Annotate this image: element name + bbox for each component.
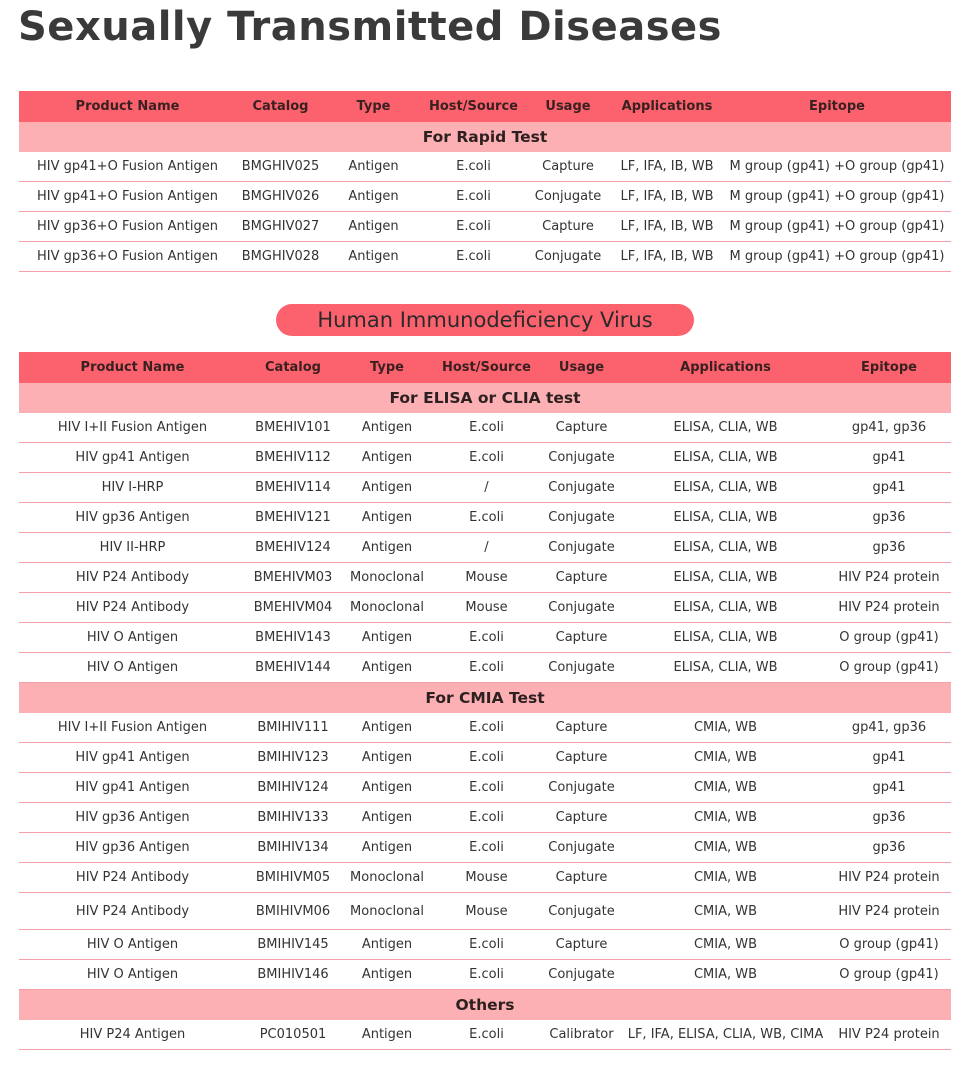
cell-product-name: HIV P24 Antibody xyxy=(19,893,246,930)
table-header-row xyxy=(19,352,951,383)
cell-epitope: HIV P24 protein xyxy=(827,563,951,593)
cell-host-source: Mouse xyxy=(434,863,539,893)
cell-epitope: gp36 xyxy=(827,833,951,863)
cell-epitope: O group (gp41) xyxy=(827,623,951,653)
cell-host-source: / xyxy=(434,473,539,503)
cell-usage: Calibrator xyxy=(539,1020,624,1050)
cell-host-source: E.coli xyxy=(434,503,539,533)
cell-product-name: HIV P24 Antigen xyxy=(19,1020,246,1050)
cell-product-name: HIV gp36+O Fusion Antigen xyxy=(19,212,236,242)
cell-usage: Conjugate xyxy=(539,503,624,533)
cell-host-source: E.coli xyxy=(434,443,539,473)
cell-type: Antigen xyxy=(325,152,422,182)
cell-applications: LF, IFA, ELISA, CLIA, WB, CIMA xyxy=(624,1020,827,1050)
cell-host-source: / xyxy=(434,533,539,563)
cell-host-source: E.coli xyxy=(434,713,539,743)
cell-epitope: O group (gp41) xyxy=(827,960,951,990)
cell-type: Antigen xyxy=(340,1020,434,1050)
cell-product-name: HIV II-HRP xyxy=(19,533,246,563)
header-catalog: Catalog xyxy=(246,352,340,383)
cell-type: Antigen xyxy=(340,413,434,443)
table-row xyxy=(19,152,951,182)
cell-type: Antigen xyxy=(340,713,434,743)
header-usage: Usage xyxy=(525,91,611,122)
cell-usage: Conjugate xyxy=(539,473,624,503)
cell-product-name: HIV gp41+O Fusion Antigen xyxy=(19,182,236,212)
rapid-test-table xyxy=(19,91,951,272)
header-catalog: Catalog xyxy=(236,91,325,122)
cell-applications: ELISA, CLIA, WB xyxy=(624,623,827,653)
cell-type: Antigen xyxy=(325,182,422,212)
cell-type: Monoclonal xyxy=(340,893,434,930)
cell-product-name: HIV O Antigen xyxy=(19,960,246,990)
cell-epitope: O group (gp41) xyxy=(827,930,951,960)
cell-usage: Conjugate xyxy=(539,960,624,990)
cell-epitope: gp41 xyxy=(827,743,951,773)
table-row xyxy=(19,563,951,593)
cell-type: Antigen xyxy=(340,533,434,563)
table-row xyxy=(19,653,951,683)
table-row xyxy=(19,212,951,242)
cell-epitope: gp41 xyxy=(827,773,951,803)
cell-type: Antigen xyxy=(325,242,422,272)
cell-type: Antigen xyxy=(340,833,434,863)
cell-catalog: BMEHIV124 xyxy=(246,533,340,563)
header-applications: Applications xyxy=(624,352,827,383)
cell-product-name: HIV P24 Antibody xyxy=(19,563,246,593)
table-row xyxy=(19,593,951,623)
cell-catalog: BMEHIV112 xyxy=(246,443,340,473)
cell-usage: Capture xyxy=(539,743,624,773)
table-row xyxy=(19,533,951,563)
cell-catalog: BMGHIV028 xyxy=(236,242,325,272)
cell-applications: ELISA, CLIA, WB xyxy=(624,503,827,533)
cell-epitope: M group (gp41) +O group (gp41) xyxy=(723,242,951,272)
cell-catalog: BMIHIVM06 xyxy=(246,893,340,930)
cell-host-source: E.coli xyxy=(422,152,525,182)
cell-epitope: M group (gp41) +O group (gp41) xyxy=(723,212,951,242)
cell-product-name: HIV gp41+O Fusion Antigen xyxy=(19,152,236,182)
cell-product-name: HIV gp41 Antigen xyxy=(19,443,246,473)
cell-type: Antigen xyxy=(325,212,422,242)
cell-type: Antigen xyxy=(340,443,434,473)
table-row xyxy=(19,893,951,930)
cell-epitope: gp36 xyxy=(827,503,951,533)
header-product-name: Product Name xyxy=(19,91,236,122)
header-type: Type xyxy=(340,352,434,383)
table-row xyxy=(19,713,951,743)
cell-product-name: HIV O Antigen xyxy=(19,653,246,683)
cell-catalog: BMGHIV026 xyxy=(236,182,325,212)
table-row xyxy=(19,413,951,443)
cell-applications: ELISA, CLIA, WB xyxy=(624,533,827,563)
cell-type: Antigen xyxy=(340,653,434,683)
cell-host-source: E.coli xyxy=(422,242,525,272)
cell-epitope: gp41, gp36 xyxy=(827,713,951,743)
table-row xyxy=(19,930,951,960)
cell-type: Antigen xyxy=(340,803,434,833)
section-label: For CMIA Test xyxy=(19,683,951,714)
cell-applications: CMIA, WB xyxy=(624,863,827,893)
cell-product-name: HIV I-HRP xyxy=(19,473,246,503)
cell-type: Antigen xyxy=(340,623,434,653)
cell-epitope: gp41, gp36 xyxy=(827,413,951,443)
section-row xyxy=(19,122,951,152)
table-header-row xyxy=(19,91,951,122)
cell-type: Antigen xyxy=(340,503,434,533)
cell-host-source: E.coli xyxy=(434,743,539,773)
cell-catalog: BMGHIV027 xyxy=(236,212,325,242)
cell-host-source: Mouse xyxy=(434,563,539,593)
cell-applications: ELISA, CLIA, WB xyxy=(624,593,827,623)
cell-usage: Conjugate xyxy=(539,833,624,863)
hiv-table xyxy=(19,352,951,1050)
cell-applications: CMIA, WB xyxy=(624,893,827,930)
cell-host-source: E.coli xyxy=(434,653,539,683)
section-label: For Rapid Test xyxy=(19,122,951,152)
cell-product-name: HIV gp41 Antigen xyxy=(19,773,246,803)
cell-catalog: BMIHIV133 xyxy=(246,803,340,833)
cell-catalog: BMEHIVM03 xyxy=(246,563,340,593)
cell-catalog: BMIHIV146 xyxy=(246,960,340,990)
cell-type: Antigen xyxy=(340,930,434,960)
cell-usage: Conjugate xyxy=(539,533,624,563)
cell-product-name: HIV I+II Fusion Antigen xyxy=(19,413,246,443)
cell-product-name: HIV gp36 Antigen xyxy=(19,803,246,833)
cell-host-source: E.coli xyxy=(434,1020,539,1050)
cell-type: Antigen xyxy=(340,743,434,773)
section-row xyxy=(19,683,951,714)
cell-type: Monoclonal xyxy=(340,563,434,593)
table-row xyxy=(19,242,951,272)
cell-catalog: BMIHIV145 xyxy=(246,930,340,960)
section-row xyxy=(19,383,951,413)
cell-host-source: Mouse xyxy=(434,893,539,930)
cell-epitope: gp41 xyxy=(827,473,951,503)
cell-host-source: E.coli xyxy=(434,930,539,960)
table-row xyxy=(19,863,951,893)
cell-catalog: BMEHIV114 xyxy=(246,473,340,503)
cell-catalog: BMIHIV111 xyxy=(246,713,340,743)
cell-usage: Capture xyxy=(539,413,624,443)
cell-product-name: HIV I+II Fusion Antigen xyxy=(19,713,246,743)
cell-applications: CMIA, WB xyxy=(624,743,827,773)
cell-applications: LF, IFA, IB, WB xyxy=(611,242,723,272)
cell-epitope: gp41 xyxy=(827,443,951,473)
section-label: Others xyxy=(19,990,951,1021)
cell-type: Monoclonal xyxy=(340,593,434,623)
table-row xyxy=(19,503,951,533)
table-row xyxy=(19,1020,951,1050)
cell-usage: Capture xyxy=(539,713,624,743)
table-row xyxy=(19,623,951,653)
cell-product-name: HIV gp36 Antigen xyxy=(19,833,246,863)
cell-host-source: E.coli xyxy=(434,623,539,653)
cell-applications: ELISA, CLIA, WB xyxy=(624,653,827,683)
cell-epitope: M group (gp41) +O group (gp41) xyxy=(723,152,951,182)
cell-product-name: HIV P24 Antibody xyxy=(19,863,246,893)
cell-product-name: HIV P24 Antibody xyxy=(19,593,246,623)
cell-applications: ELISA, CLIA, WB xyxy=(624,473,827,503)
cell-usage: Conjugate xyxy=(539,653,624,683)
cell-usage: Conjugate xyxy=(539,773,624,803)
cell-product-name: HIV gp36 Antigen xyxy=(19,503,246,533)
header-host-source: Host/Source xyxy=(434,352,539,383)
cell-host-source: E.coli xyxy=(434,803,539,833)
cell-usage: Conjugate xyxy=(525,182,611,212)
page-title: Sexually Transmitted Diseases xyxy=(18,4,722,50)
cell-applications: LF, IFA, IB, WB xyxy=(611,212,723,242)
header-host-source: Host/Source xyxy=(422,91,525,122)
cell-usage: Capture xyxy=(539,803,624,833)
table-row xyxy=(19,833,951,863)
cell-usage: Capture xyxy=(539,863,624,893)
cell-applications: LF, IFA, IB, WB xyxy=(611,182,723,212)
cell-host-source: E.coli xyxy=(434,960,539,990)
cell-usage: Capture xyxy=(539,563,624,593)
cell-catalog: BMEHIV121 xyxy=(246,503,340,533)
cell-applications: LF, IFA, IB, WB xyxy=(611,152,723,182)
cell-catalog: PC010501 xyxy=(246,1020,340,1050)
cell-applications: ELISA, CLIA, WB xyxy=(624,443,827,473)
virus-section-title: Human Immunodeficiency Virus xyxy=(276,304,694,336)
cell-usage: Capture xyxy=(539,623,624,653)
cell-usage: Conjugate xyxy=(525,242,611,272)
table-row xyxy=(19,803,951,833)
cell-host-source: E.coli xyxy=(434,413,539,443)
cell-product-name: HIV O Antigen xyxy=(19,623,246,653)
cell-usage: Capture xyxy=(539,930,624,960)
cell-catalog: BMGHIV025 xyxy=(236,152,325,182)
section-row xyxy=(19,990,951,1021)
section-label: For ELISA or CLIA test xyxy=(19,383,951,413)
cell-usage: Capture xyxy=(525,212,611,242)
cell-catalog: BMEHIV143 xyxy=(246,623,340,653)
header-product-name: Product Name xyxy=(19,352,246,383)
cell-epitope: HIV P24 protein xyxy=(827,593,951,623)
cell-catalog: BMIHIV124 xyxy=(246,773,340,803)
cell-applications: CMIA, WB xyxy=(624,773,827,803)
cell-catalog: BMEHIV144 xyxy=(246,653,340,683)
cell-host-source: E.coli xyxy=(422,212,525,242)
cell-catalog: BMIHIV134 xyxy=(246,833,340,863)
table-row xyxy=(19,743,951,773)
cell-epitope: HIV P24 protein xyxy=(827,863,951,893)
cell-type: Antigen xyxy=(340,773,434,803)
cell-applications: CMIA, WB xyxy=(624,803,827,833)
cell-applications: ELISA, CLIA, WB xyxy=(624,413,827,443)
cell-host-source: Mouse xyxy=(434,593,539,623)
cell-type: Antigen xyxy=(340,473,434,503)
table-row xyxy=(19,473,951,503)
cell-epitope: HIV P24 protein xyxy=(827,1020,951,1050)
cell-applications: CMIA, WB xyxy=(624,713,827,743)
cell-host-source: E.coli xyxy=(434,773,539,803)
cell-product-name: HIV gp36+O Fusion Antigen xyxy=(19,242,236,272)
table-row xyxy=(19,443,951,473)
table-row xyxy=(19,182,951,212)
header-epitope: Epitope xyxy=(827,352,951,383)
cell-host-source: E.coli xyxy=(422,182,525,212)
cell-catalog: BMEHIV101 xyxy=(246,413,340,443)
cell-product-name: HIV O Antigen xyxy=(19,930,246,960)
cell-applications: ELISA, CLIA, WB xyxy=(624,563,827,593)
cell-usage: Capture xyxy=(525,152,611,182)
cell-catalog: BMEHIVM04 xyxy=(246,593,340,623)
cell-epitope: O group (gp41) xyxy=(827,653,951,683)
table-row xyxy=(19,773,951,803)
header-applications: Applications xyxy=(611,91,723,122)
cell-type: Antigen xyxy=(340,960,434,990)
cell-catalog: BMIHIVM05 xyxy=(246,863,340,893)
cell-usage: Conjugate xyxy=(539,443,624,473)
cell-host-source: E.coli xyxy=(434,833,539,863)
cell-applications: CMIA, WB xyxy=(624,930,827,960)
table-row xyxy=(19,960,951,990)
header-usage: Usage xyxy=(539,352,624,383)
cell-type: Monoclonal xyxy=(340,863,434,893)
cell-epitope: gp36 xyxy=(827,803,951,833)
header-epitope: Epitope xyxy=(723,91,951,122)
cell-product-name: HIV gp41 Antigen xyxy=(19,743,246,773)
cell-catalog: BMIHIV123 xyxy=(246,743,340,773)
cell-applications: CMIA, WB xyxy=(624,960,827,990)
cell-epitope: M group (gp41) +O group (gp41) xyxy=(723,182,951,212)
cell-usage: Conjugate xyxy=(539,893,624,930)
cell-epitope: gp36 xyxy=(827,533,951,563)
cell-applications: CMIA, WB xyxy=(624,833,827,863)
cell-usage: Conjugate xyxy=(539,593,624,623)
cell-epitope: HIV P24 protein xyxy=(827,893,951,930)
header-type: Type xyxy=(325,91,422,122)
